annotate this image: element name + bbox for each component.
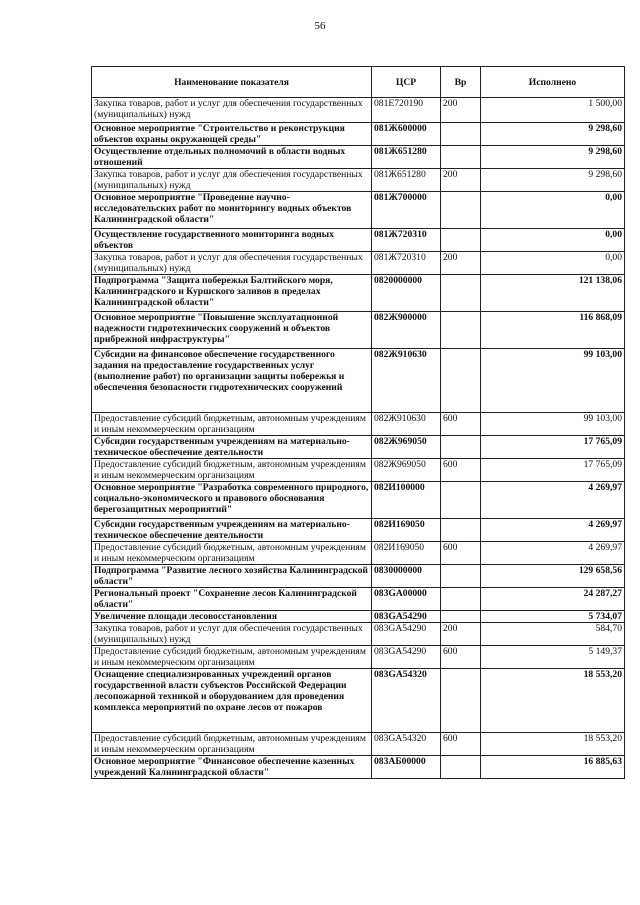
- row-csr-cell: 081Ж651280: [372, 146, 441, 169]
- row-name-cell: Основное мероприятие "Строительство и реконструкция объектов охраны окружающей среды": [92, 123, 372, 146]
- row-vr-cell: [441, 436, 481, 459]
- row-value-cell: 5 734,07: [481, 611, 625, 623]
- row-vr-cell: [441, 275, 481, 312]
- row-name-cell: Субсидии государственным учреждениям на материально-техническое обеспечение деятельности: [92, 436, 372, 459]
- row-name-cell: Основное мероприятие "Повышение эксплуатационной надежности гидротехнических сооружений и объектов прибрежной инфраструктуры": [92, 312, 372, 349]
- table-row: [92, 669, 625, 733]
- row-vr-cell: [441, 565, 481, 588]
- row-vr-cell: 200: [441, 252, 481, 275]
- table-row: [92, 436, 625, 459]
- row-value-cell: 0,00: [481, 192, 625, 229]
- table-row: [92, 542, 625, 565]
- row-vr-cell: 200: [441, 623, 481, 646]
- row-csr-cell: 083GA00000: [372, 588, 441, 611]
- row-value-cell: 9 298,60: [481, 123, 625, 146]
- row-vr-cell: 600: [441, 459, 481, 482]
- row-csr-cell: 083АБ00000: [372, 756, 441, 779]
- header-csr: ЦСР: [372, 67, 441, 98]
- table-row: [92, 413, 625, 436]
- row-name-cell: Основное мероприятие "Разработка современного природного, социально-экономического и правового обоснования берегозащитных мероприятий": [92, 482, 372, 519]
- row-csr-cell: 083GA54290: [372, 623, 441, 646]
- row-name-cell: Оснащение специализированных учреждений органов государственной власти субъектов Российской Федерации лесопожарной техникой и оборудованием для проведения комплекса мероприятий по охране лесов от пожаров: [92, 669, 372, 733]
- row-csr-cell: 082И169050: [372, 542, 441, 565]
- row-csr-cell: 081E720190: [372, 98, 441, 123]
- row-value-cell: 129 658,56: [481, 565, 625, 588]
- table-row: [92, 229, 625, 252]
- row-vr-cell: [441, 146, 481, 169]
- row-value-cell: 18 553,20: [481, 733, 625, 756]
- row-name-cell: Предоставление субсидий бюджетным, автономным учреждениям и иным некоммерческим организациям: [92, 542, 372, 565]
- row-csr-cell: 081Ж600000: [372, 123, 441, 146]
- row-name-cell: Осуществление отдельных полномочий в области водных отношений: [92, 146, 372, 169]
- row-csr-cell: 083GA54290: [372, 611, 441, 623]
- row-name-cell: Субсидии государственным учреждениям на материально-техническое обеспечение деятельности: [92, 519, 372, 542]
- row-vr-cell: [441, 312, 481, 349]
- row-name-cell: Региональный проект "Сохранение лесов Калининградской области": [92, 588, 372, 611]
- row-vr-cell: [441, 192, 481, 229]
- row-csr-cell: 083GA54320: [372, 733, 441, 756]
- row-csr-cell: 082Ж910630: [372, 349, 441, 413]
- row-value-cell: 4 269,97: [481, 519, 625, 542]
- row-vr-cell: [441, 123, 481, 146]
- table-row: [92, 146, 625, 169]
- row-value-cell: 116 868,09: [481, 312, 625, 349]
- table-row: [92, 98, 625, 123]
- row-csr-cell: 0830000000: [372, 565, 441, 588]
- row-vr-cell: [441, 482, 481, 519]
- row-name-cell: Основное мероприятие "Финансовое обеспечение казенных учреждений Калининградской области": [92, 756, 372, 779]
- row-value-cell: 24 287,27: [481, 588, 625, 611]
- row-value-cell: 17 765,09: [481, 436, 625, 459]
- table-row: [92, 733, 625, 756]
- table-row: [92, 349, 625, 413]
- row-vr-cell: [441, 519, 481, 542]
- row-csr-cell: 081Ж651280: [372, 169, 441, 192]
- row-value-cell: 121 138,06: [481, 275, 625, 312]
- table-row: [92, 623, 625, 646]
- row-vr-cell: 600: [441, 413, 481, 436]
- row-name-cell: Основное мероприятие "Проведение научно-исследовательских работ по мониторингу водных объектов Калининградской области": [92, 192, 372, 229]
- table-row: [92, 519, 625, 542]
- row-vr-cell: [441, 669, 481, 733]
- row-value-cell: 4 269,97: [481, 482, 625, 519]
- row-vr-cell: 200: [441, 169, 481, 192]
- row-csr-cell: 082Ж969050: [372, 436, 441, 459]
- row-value-cell: 18 553,20: [481, 669, 625, 733]
- row-name-cell: Предоставление субсидий бюджетным, автономным учреждениям и иным некоммерческим организациям: [92, 733, 372, 756]
- header-executed: Исполнено: [481, 67, 625, 98]
- table-header-row: [92, 67, 625, 98]
- table-row: [92, 756, 625, 779]
- row-csr-cell: 083GA54320: [372, 669, 441, 733]
- table-row: [92, 611, 625, 623]
- row-vr-cell: [441, 588, 481, 611]
- row-csr-cell: 082Ж900000: [372, 312, 441, 349]
- row-name-cell: Предоставление субсидий бюджетным, автономным учреждениям и иным некоммерческим организациям: [92, 413, 372, 436]
- row-vr-cell: 600: [441, 542, 481, 565]
- row-name-cell: Увеличение площади лесовосстановления: [92, 611, 372, 623]
- row-name-cell: Осуществление государственного мониторинга водных объектов: [92, 229, 372, 252]
- table-row: [92, 646, 625, 669]
- header-vr: Вр: [441, 67, 481, 98]
- row-name-cell: Субсидии на финансовое обеспечение государственного задания на предоставление государственных услуг (выполнение работ) по организации защиты побережья и обеспечения безопасности гидротехнических сооружений: [92, 349, 372, 413]
- row-value-cell: 99 103,00: [481, 413, 625, 436]
- row-value-cell: 99 103,00: [481, 349, 625, 413]
- row-name-cell: Закупка товаров, работ и услуг для обеспечения государственных (муниципальных) нужд: [92, 169, 372, 192]
- row-csr-cell: 081Ж720310: [372, 252, 441, 275]
- row-value-cell: 5 149,37: [481, 646, 625, 669]
- row-name-cell: Предоставление субсидий бюджетным, автономным учреждениям и иным некоммерческим организациям: [92, 459, 372, 482]
- row-vr-cell: 600: [441, 733, 481, 756]
- table-row: [92, 482, 625, 519]
- row-value-cell: 1 500,00: [481, 98, 625, 123]
- row-csr-cell: 082И100000: [372, 482, 441, 519]
- row-name-cell: Предоставление субсидий бюджетным, автономным учреждениям и иным некоммерческим организациям: [92, 646, 372, 669]
- budget-table: [91, 66, 625, 779]
- row-csr-cell: 082И169050: [372, 519, 441, 542]
- row-vr-cell: 200: [441, 98, 481, 123]
- table-row: [92, 275, 625, 312]
- table-row: [92, 565, 625, 588]
- table-row: [92, 459, 625, 482]
- row-csr-cell: 082Ж969050: [372, 459, 441, 482]
- row-value-cell: 17 765,09: [481, 459, 625, 482]
- row-name-cell: Подпрограмма "Развитие лесного хозяйства Калининградской области": [92, 565, 372, 588]
- table-row: [92, 169, 625, 192]
- row-csr-cell: 083GA54290: [372, 646, 441, 669]
- row-name-cell: Закупка товаров, работ и услуг для обеспечения государственных (муниципальных) нужд: [92, 252, 372, 275]
- table-row: [92, 123, 625, 146]
- row-value-cell: 4 269,97: [481, 542, 625, 565]
- row-name-cell: Подпрограмма "Защита побережья Балтийского моря, Калининградского и Куршского заливов в пределах Калининградской области": [92, 275, 372, 312]
- row-value-cell: 9 298,60: [481, 146, 625, 169]
- table-row: [92, 588, 625, 611]
- row-name-cell: Закупка товаров, работ и услуг для обеспечения государственных (муниципальных) нужд: [92, 98, 372, 123]
- row-vr-cell: [441, 756, 481, 779]
- row-value-cell: 16 885,63: [481, 756, 625, 779]
- row-vr-cell: 600: [441, 646, 481, 669]
- table-row: [92, 252, 625, 275]
- row-value-cell: 584,70: [481, 623, 625, 646]
- row-value-cell: 0,00: [481, 252, 625, 275]
- row-csr-cell: 081Ж720310: [372, 229, 441, 252]
- header-name: Наименование показателя: [92, 67, 372, 98]
- row-csr-cell: 082Ж910630: [372, 413, 441, 436]
- row-value-cell: 0,00: [481, 229, 625, 252]
- table-row: [92, 192, 625, 229]
- row-csr-cell: 0820000000: [372, 275, 441, 312]
- table-body: [92, 98, 625, 779]
- row-csr-cell: 081Ж700000: [372, 192, 441, 229]
- page-number: 56: [314, 20, 326, 32]
- row-name-cell: Закупка товаров, работ и услуг для обеспечения государственных (муниципальных) нужд: [92, 623, 372, 646]
- row-vr-cell: [441, 349, 481, 413]
- row-value-cell: 9 298,60: [481, 169, 625, 192]
- table-row: [92, 312, 625, 349]
- row-vr-cell: [441, 611, 481, 623]
- row-vr-cell: [441, 229, 481, 252]
